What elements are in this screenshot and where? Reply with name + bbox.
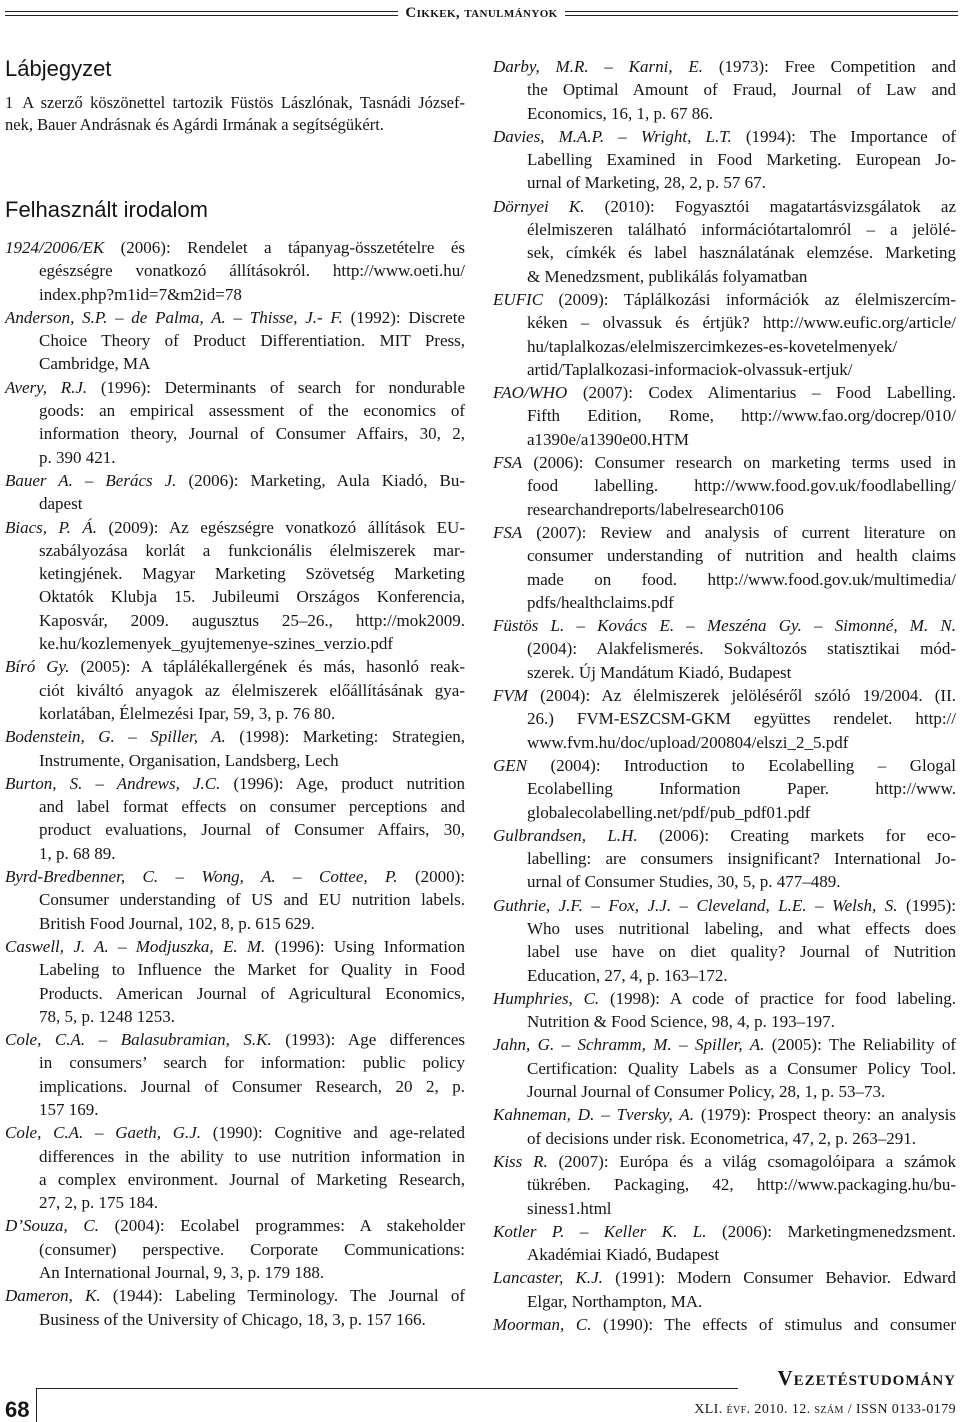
references-left-column <box>5 236 465 1331</box>
reference-item <box>5 376 465 469</box>
reference-item <box>493 1150 956 1220</box>
reference-authors: Avery, R.J. <box>5 377 88 397</box>
reference-text: (2005): A táplálékallergének és más, hasonló reak- <box>69 657 466 677</box>
reference-authors: Caswell, J. A. – Modjuszka, E. M. <box>5 936 266 956</box>
reference-line: Akadémiai Kiadó, Budapest <box>527 1245 720 1265</box>
reference-line: urnal of Consumer Studies, 30, 5, p. 477–489. <box>527 872 841 892</box>
footnote-line <box>5 92 465 114</box>
reference-text: (2007): Review and analysis of current literature on <box>522 522 956 542</box>
reference-line: (2004): Alakfelismerés. Sokváltozós statisztikai mód- <box>527 639 956 659</box>
reference-line <box>5 725 465 748</box>
section-header <box>5 4 958 22</box>
reference-text: (1993): Age differences <box>271 1030 465 1050</box>
reference-item <box>5 469 465 516</box>
reference-text: (2006): Consumer research on marketing terms used in <box>522 453 956 473</box>
reference-authors: FAO/WHO <box>493 383 568 403</box>
reference-line: Education, 27, 4, p. 163–172. <box>527 965 728 985</box>
reference-item <box>493 1103 956 1150</box>
reference-authors: Kotler P. – Keller K. L. <box>493 1221 707 1241</box>
reference-line: artid/Taplalkozasi-informaciok-olvassuk-ertjuk/ <box>527 359 853 379</box>
reference-line <box>493 824 956 847</box>
page-number: 68 <box>5 1397 30 1422</box>
reference-line: korlatában, Élelmezési Ipar, 59, 3, p. 76 80. <box>39 703 336 723</box>
section-title: Cikkek, tanulmányok <box>405 4 558 21</box>
reference-item <box>5 306 465 376</box>
reference-text: (1998): Marketing: Strategien, <box>225 727 465 747</box>
journal-name: Vezetéstudomány <box>777 1366 956 1390</box>
reference-authors: Cole, C.A. – Gaeth, G.J. <box>5 1123 202 1143</box>
reference-line: p. 390 421. <box>39 447 116 467</box>
reference-line: kéken – olvassuk és értjük? http://www.eufic.org/article/ <box>527 313 956 333</box>
reference-line <box>493 195 956 218</box>
reference-line: dapest <box>39 494 83 514</box>
reference-authors: Bauer A. – Berács J. <box>5 470 177 490</box>
reference-item <box>5 1121 465 1214</box>
reference-line: ciót kiváltó anyagok az élelmiszerek előállításának gya- <box>39 680 465 700</box>
reference-line: and label format effects on consumer perceptions and <box>39 797 465 817</box>
reference-line <box>493 288 956 311</box>
reference-line: globalecolabelling.net/pdf/pub_pdf01.pdf <box>527 802 811 822</box>
reference-text: (2006): Marketingmenedzsment. <box>706 1221 957 1241</box>
reference-authors: EUFIC <box>493 289 544 309</box>
reference-line <box>493 1150 956 1173</box>
reference-item <box>493 1033 956 1103</box>
reference-line <box>493 451 956 474</box>
footer-rule <box>36 1388 738 1389</box>
reference-line: Oktatók Klubja 15. Jubileumi Országos Konferencia, <box>39 587 465 607</box>
reference-line <box>5 376 465 399</box>
reference-authors: Bodenstein, G. – Spiller, A. <box>5 727 226 747</box>
reference-line <box>5 772 465 795</box>
reference-text: (1944): Labeling Terminology. The Journal of <box>100 1286 465 1306</box>
reference-item <box>493 521 956 614</box>
reference-authors: Gulbrandsen, L.H. <box>493 825 638 845</box>
reference-authors: Burton, S. – Andrews, J.C. <box>5 773 221 793</box>
reference-item <box>493 381 956 451</box>
reference-line: An International Journal, 9, 3, p. 179 188. <box>39 1263 325 1283</box>
reference-item <box>5 655 465 725</box>
reference-authors: FSA <box>493 522 523 542</box>
reference-item <box>493 754 956 824</box>
reference-line: implications. Journal of Consumer Research, 20 2, p. <box>39 1076 465 1096</box>
reference-item <box>493 1220 956 1267</box>
footnote-text: A szerző köszönettel tartozik Füstös Lászlónak, Tasnádi József- <box>22 93 465 112</box>
reference-item <box>493 1313 956 1336</box>
reference-text: (1994): The Importance of <box>731 126 956 146</box>
reference-authors: Byrd-Bredbenner, C. – Wong, A. – Cottee, P. <box>5 867 398 887</box>
reference-line: szerek. Új Mandátum Kiadó, Budapest <box>527 662 792 682</box>
reference-authors: Anderson, S.P. – de Palma, A. – Thisse, J.- F. <box>5 307 343 327</box>
header-rule-left <box>5 11 398 16</box>
reference-line: product evaluations, Journal of Consumer Affairs, 30, <box>39 820 465 840</box>
reference-line: Choice Theory of Product Differentiation. MIT Press, <box>39 331 465 351</box>
reference-line: szabályozása korlát a funkcionális élelmiszerek mar- <box>39 540 465 560</box>
reference-line <box>5 1214 465 1237</box>
reference-authors: Dameron, K. <box>5 1286 101 1306</box>
reference-authors: Guthrie, J.F. – Fox, J.J. – Cleveland, L.E. – Welsh, S. <box>493 895 898 915</box>
reference-line: consumer understanding of nutrition and health claims <box>527 546 956 566</box>
reference-line: ketingjének. Magyar Marketing Szövetség Marketing <box>39 564 465 584</box>
reference-text: (1996): Using Information <box>265 936 465 956</box>
reference-item <box>5 772 465 865</box>
reference-line <box>493 55 956 78</box>
reference-line: the Optimal Amount of Fraud, Journal of Law and <box>527 80 956 100</box>
reference-text: (2006): Creating markets for eco- <box>637 825 956 845</box>
reference-line <box>5 865 465 888</box>
reference-line: Instrumente, Organisation, Landsberg, Lech <box>39 750 339 770</box>
reference-line: information theory, Journal of Consumer Affairs, 30, 2, <box>39 424 465 444</box>
reference-authors: Dörnyei K. <box>493 196 585 216</box>
reference-line: Fifth Edition, Rome, http://www.fao.org/docrep/010/ <box>527 406 956 426</box>
reference-line: 26.) FVM-ESZCSM-GKM együttes rendelet. http:// <box>527 709 956 729</box>
reference-line: & Menedzsment, publikálás folyamatban <box>527 266 808 286</box>
reference-item <box>5 1214 465 1284</box>
footnote-number: 1 <box>5 93 14 112</box>
reference-item <box>493 195 956 288</box>
reference-item <box>5 236 465 306</box>
reference-line: British Food Journal, 102, 8, p. 615 629. <box>39 913 315 933</box>
reference-text: (2004): Introduction to Ecolabelling – Glogal <box>527 755 956 775</box>
reference-line: élelmiszeren található információtartalomról – a jelölé- <box>527 220 956 240</box>
reference-authors: 1924/2006/EK <box>5 238 105 257</box>
reference-authors: D’Souza, C. <box>5 1216 99 1236</box>
reference-line: made on food. http://www.food.gov.uk/multimedia/ <box>527 569 956 589</box>
reference-line: 1, p. 68 89. <box>39 843 116 863</box>
reference-line: a1390e/a1390e00.HTM <box>527 429 689 449</box>
reference-authors: Füstös L. – Kovács E. – Meszéna Gy. – Simonné, M. N. <box>493 616 956 636</box>
reference-item <box>493 1266 956 1313</box>
reference-text: (2009): Táplálkozási információk az élelmiszercím- <box>543 289 956 309</box>
reference-text: (2005): The Reliability of <box>764 1035 956 1055</box>
reference-item <box>493 614 956 684</box>
reference-text: (2010): Fogyasztói magatartásvizsgálatok az <box>584 196 957 216</box>
reference-line <box>493 1266 956 1289</box>
header-rule-right <box>565 11 958 16</box>
reference-line <box>493 1033 956 1056</box>
reference-authors: Jahn, G. – Schramm, M. – Spiller, A. <box>493 1035 765 1055</box>
reference-authors: GEN <box>493 755 527 775</box>
reference-line: Products. American Journal of Agricultural Economics, <box>39 983 465 1003</box>
reference-authors: Darby, M.R. – Karni, E. <box>493 57 704 76</box>
reference-line: a complex environment. Journal of Marketing Research, <box>39 1169 465 1189</box>
reference-item <box>493 55 956 125</box>
reference-text: (2007): Európa és a világ csomagolóipara a számok <box>547 1151 957 1171</box>
reference-text: (1998): A code of practice for food labeling. <box>599 988 956 1008</box>
reference-authors: Moorman, C. <box>493 1315 592 1335</box>
reference-text: (1990): The effects of stimulus and consumer <box>591 1315 956 1335</box>
reference-line <box>493 1313 956 1336</box>
reference-authors: Kahneman, D. – Tversky, A. <box>493 1105 694 1125</box>
reference-line: in consumers’ search for information: public policy <box>39 1053 465 1073</box>
reference-line <box>493 754 956 777</box>
reference-line <box>5 655 465 678</box>
reference-line <box>5 306 465 329</box>
reference-item <box>493 987 956 1034</box>
reference-line: Labelling Examined in Food Marketing. European Jo- <box>527 150 956 170</box>
reference-text: (1990): Cognitive and age-related <box>201 1123 465 1143</box>
reference-line: hu/taplalkozas/elelmiszercimkezes-es-kovetelmenyek/ <box>527 336 898 356</box>
reference-line <box>493 894 956 917</box>
reference-item <box>493 451 956 521</box>
references-heading: Felhasznált irodalom <box>5 197 208 222</box>
reference-line: egészségre vonatkozó állításokról. http://www.oeti.hu/ <box>39 261 465 281</box>
reference-line <box>493 381 956 404</box>
footer-divider <box>36 1388 37 1422</box>
reference-line <box>493 521 956 544</box>
reference-item <box>493 288 956 381</box>
reference-text: (1992): Discrete <box>342 307 465 327</box>
reference-line: tükrében. Packaging, 42, http://www.packaging.hu/bu- <box>527 1175 956 1195</box>
reference-line: Cambridge, MA <box>39 354 151 374</box>
reference-text: (2006): Rendelet a tápanyag-összetételre és <box>104 238 465 257</box>
reference-authors: FVM <box>493 686 528 706</box>
reference-line: index.php?m1id=7&m2id=78 <box>39 284 242 304</box>
reference-line: 78, 5, p. 1248 1253. <box>39 1006 175 1026</box>
reference-item <box>5 1284 465 1331</box>
reference-line: pdfs/healthclaims.pdf <box>527 592 674 612</box>
reference-line <box>5 1028 465 1051</box>
reference-line: urnal of Marketing, 28, 2, p. 57 67. <box>527 173 766 193</box>
reference-line <box>5 236 465 259</box>
reference-line: label use have on diet quality? Journal of Nutrition <box>527 942 956 962</box>
reference-line: Who uses nutritional labeling, and what effects does <box>527 918 956 938</box>
reference-text: (2009): Az egészségre vonatkozó állítások EU- <box>97 517 465 537</box>
reference-item <box>5 516 465 656</box>
reference-text: (1973): Free Competition and <box>703 57 956 76</box>
references-right-column <box>493 55 956 1336</box>
reference-line: researchandreports/labelresearch0106 <box>527 499 784 519</box>
reference-line <box>5 935 465 958</box>
reference-text: (2007): Codex Alimentarius – Food Labelling. <box>567 383 956 403</box>
reference-line <box>493 1103 956 1126</box>
reference-line: food labelling. http://www.food.gov.uk/foodlabelling/ <box>527 476 956 496</box>
reference-text: (1996): Age, product nutrition <box>220 773 465 793</box>
reference-line <box>493 987 956 1010</box>
footnote <box>5 92 465 136</box>
reference-line <box>493 1220 956 1243</box>
reference-line <box>493 125 956 148</box>
reference-authors: Humphries, C. <box>493 988 600 1008</box>
reference-authors: Davies, M.A.P. – Wright, L.T. <box>493 126 732 146</box>
reference-text: (2000): <box>397 867 466 887</box>
reference-item <box>5 865 465 935</box>
reference-line <box>493 614 956 637</box>
reference-line: differences in the ability to use nutrition information in <box>39 1146 465 1166</box>
reference-line: sek, címkék és label használatának elemzése. Marketing <box>527 243 956 263</box>
reference-text: (2006): Marketing, Aula Kiadó, Bu- <box>176 470 466 490</box>
reference-line: labelling: are consumers insignificant? International Jo- <box>527 849 956 869</box>
reference-line: Journal Journal of Consumer Policy, 28, 1, p. 53–73. <box>527 1082 886 1102</box>
reference-line: Labeling to Influence the Market for Quality in Food <box>39 960 465 980</box>
reference-line: 27, 2, p. 175 184. <box>39 1193 158 1213</box>
reference-line: Nutrition & Food Science, 98, 4, p. 193–197. <box>527 1012 835 1032</box>
reference-text: (2004): Az élelmiszerek jelöléséről szóló 19/2004. (II. <box>527 686 956 706</box>
reference-line <box>5 1121 465 1144</box>
reference-item <box>493 824 956 894</box>
reference-item <box>493 684 956 754</box>
reference-authors: FSA <box>493 453 523 473</box>
reference-line: siness1.html <box>527 1198 612 1218</box>
reference-line <box>5 1284 465 1307</box>
reference-authors: Kiss R. <box>493 1151 548 1171</box>
reference-item <box>5 935 465 1028</box>
reference-item <box>5 1028 465 1121</box>
reference-line <box>5 469 465 492</box>
reference-line: Certification: Quality Labels as a Consumer Policy Tool. <box>527 1058 956 1078</box>
reference-item <box>493 894 956 987</box>
reference-line: of decisions under risk. Econometrica, 47, 2, p. 263–291. <box>527 1128 917 1148</box>
reference-authors: Biacs, P. Á. <box>5 517 97 537</box>
reference-authors: Bíró Gy. <box>5 657 70 677</box>
reference-authors: Cole, C.A. – Balasubramian, S.K. <box>5 1030 272 1050</box>
reference-text: (1996): Determinants of search for nondurable <box>87 377 465 397</box>
reference-line <box>493 684 956 707</box>
reference-line: 157 169. <box>39 1099 99 1119</box>
reference-item <box>5 725 465 772</box>
issue-info: XLI. évf. 2010. 12. szám / ISSN 0133-0179 <box>694 1402 956 1417</box>
reference-text: (2004): Ecolabel programmes: A stakeholder <box>99 1216 465 1236</box>
reference-authors: Lancaster, K.J. <box>493 1268 603 1288</box>
reference-line: Consumer understanding of US and EU nutrition labels. <box>39 890 465 910</box>
reference-line: Ecolabelling Information Paper. http://www. <box>527 779 956 799</box>
reference-line: Elgar, Northampton, MA. <box>527 1291 703 1311</box>
reference-text: (1991): Modern Consumer Behavior. Edward <box>602 1268 957 1288</box>
reference-line <box>5 516 465 539</box>
reference-line: Kaposvár, 2009. augusztus 25–26., http://mok2009. <box>39 610 465 630</box>
reference-text: (1995): <box>897 895 956 915</box>
reference-line: www.fvm.hu/doc/upload/200804/elszi_2_5.pdf <box>527 732 849 752</box>
reference-line: Business of the University of Chicago, 18, 3, p. 157 166. <box>39 1309 426 1329</box>
footnote-line: nek, Bauer Andrásnak és Agárdi Irmának a segítségükért. <box>5 115 384 134</box>
reference-item <box>493 125 956 195</box>
reference-line: goods: an empirical assessment of the economics of <box>39 401 465 421</box>
reference-line: Economics, 16, 1, p. 67 86. <box>527 103 714 123</box>
reference-line: ke.hu/kozlemenyek_gyujtemenye-szines_verzio.pdf <box>39 634 394 654</box>
footnote-heading: Lábjegyzet <box>5 56 112 81</box>
reference-line: (consumer) perspective. Corporate Communications: <box>39 1239 465 1259</box>
reference-text: (1979): Prospect theory: an analysis <box>694 1105 956 1125</box>
